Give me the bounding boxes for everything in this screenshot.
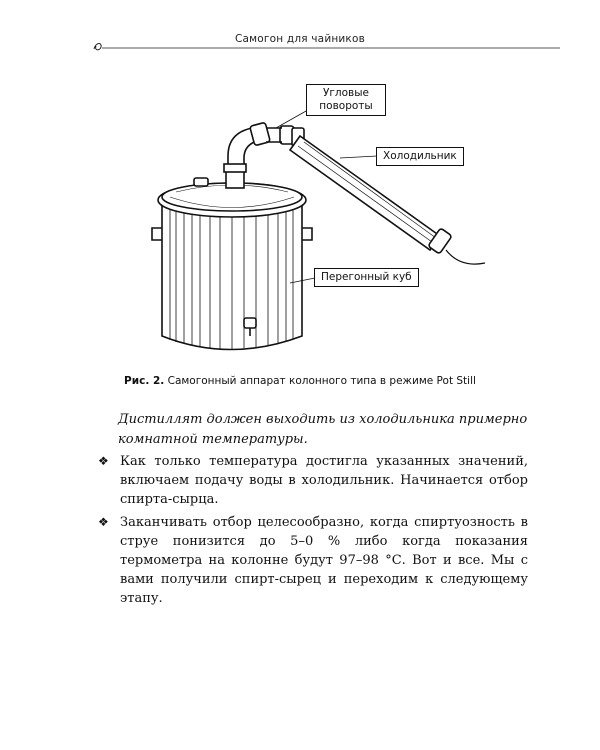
- callout-condenser: Холодильник: [376, 147, 464, 166]
- four-petal-diamond-icon: ❖: [98, 515, 109, 529]
- pot-still-illustration: [140, 78, 500, 368]
- header-rule: [92, 40, 562, 54]
- list-item: [96, 452, 528, 509]
- running-header-title: Самогон для чайников: [235, 33, 365, 45]
- figure-caption-text: Самогонный аппарат колонного типа в режиме Pot Still: [167, 375, 476, 387]
- callout-still-pot: Перегонный куб: [314, 268, 419, 287]
- bullet-text: Заканчивать отбор целесообразно, когда спиртуозность в струе понизится до 5–0 % либо когда показания термометра на колонне будут 97–98 °С. Вот и все. Мы с вами получили спирт-сырец и переходим к следующему этапу.: [120, 515, 528, 606]
- bullet-text: Как только температура достигла указанных значений, включаем подачу воды в холодильник. Начинается отбор спирта-сырца.: [120, 454, 528, 507]
- callout-corner-turns: Угловые повороты: [306, 84, 386, 116]
- figure-caption: [0, 375, 600, 387]
- four-petal-diamond-icon: ❖: [98, 454, 109, 468]
- still-pot: [152, 178, 312, 350]
- italic-note: Дистиллят должен выходить из холодильника примерно комнатной температуры.: [118, 412, 528, 447]
- still-figure: [140, 78, 500, 368]
- bullet-list: [96, 452, 528, 612]
- list-item: [96, 513, 528, 608]
- figure-caption-number: Рис. 2.: [124, 375, 165, 387]
